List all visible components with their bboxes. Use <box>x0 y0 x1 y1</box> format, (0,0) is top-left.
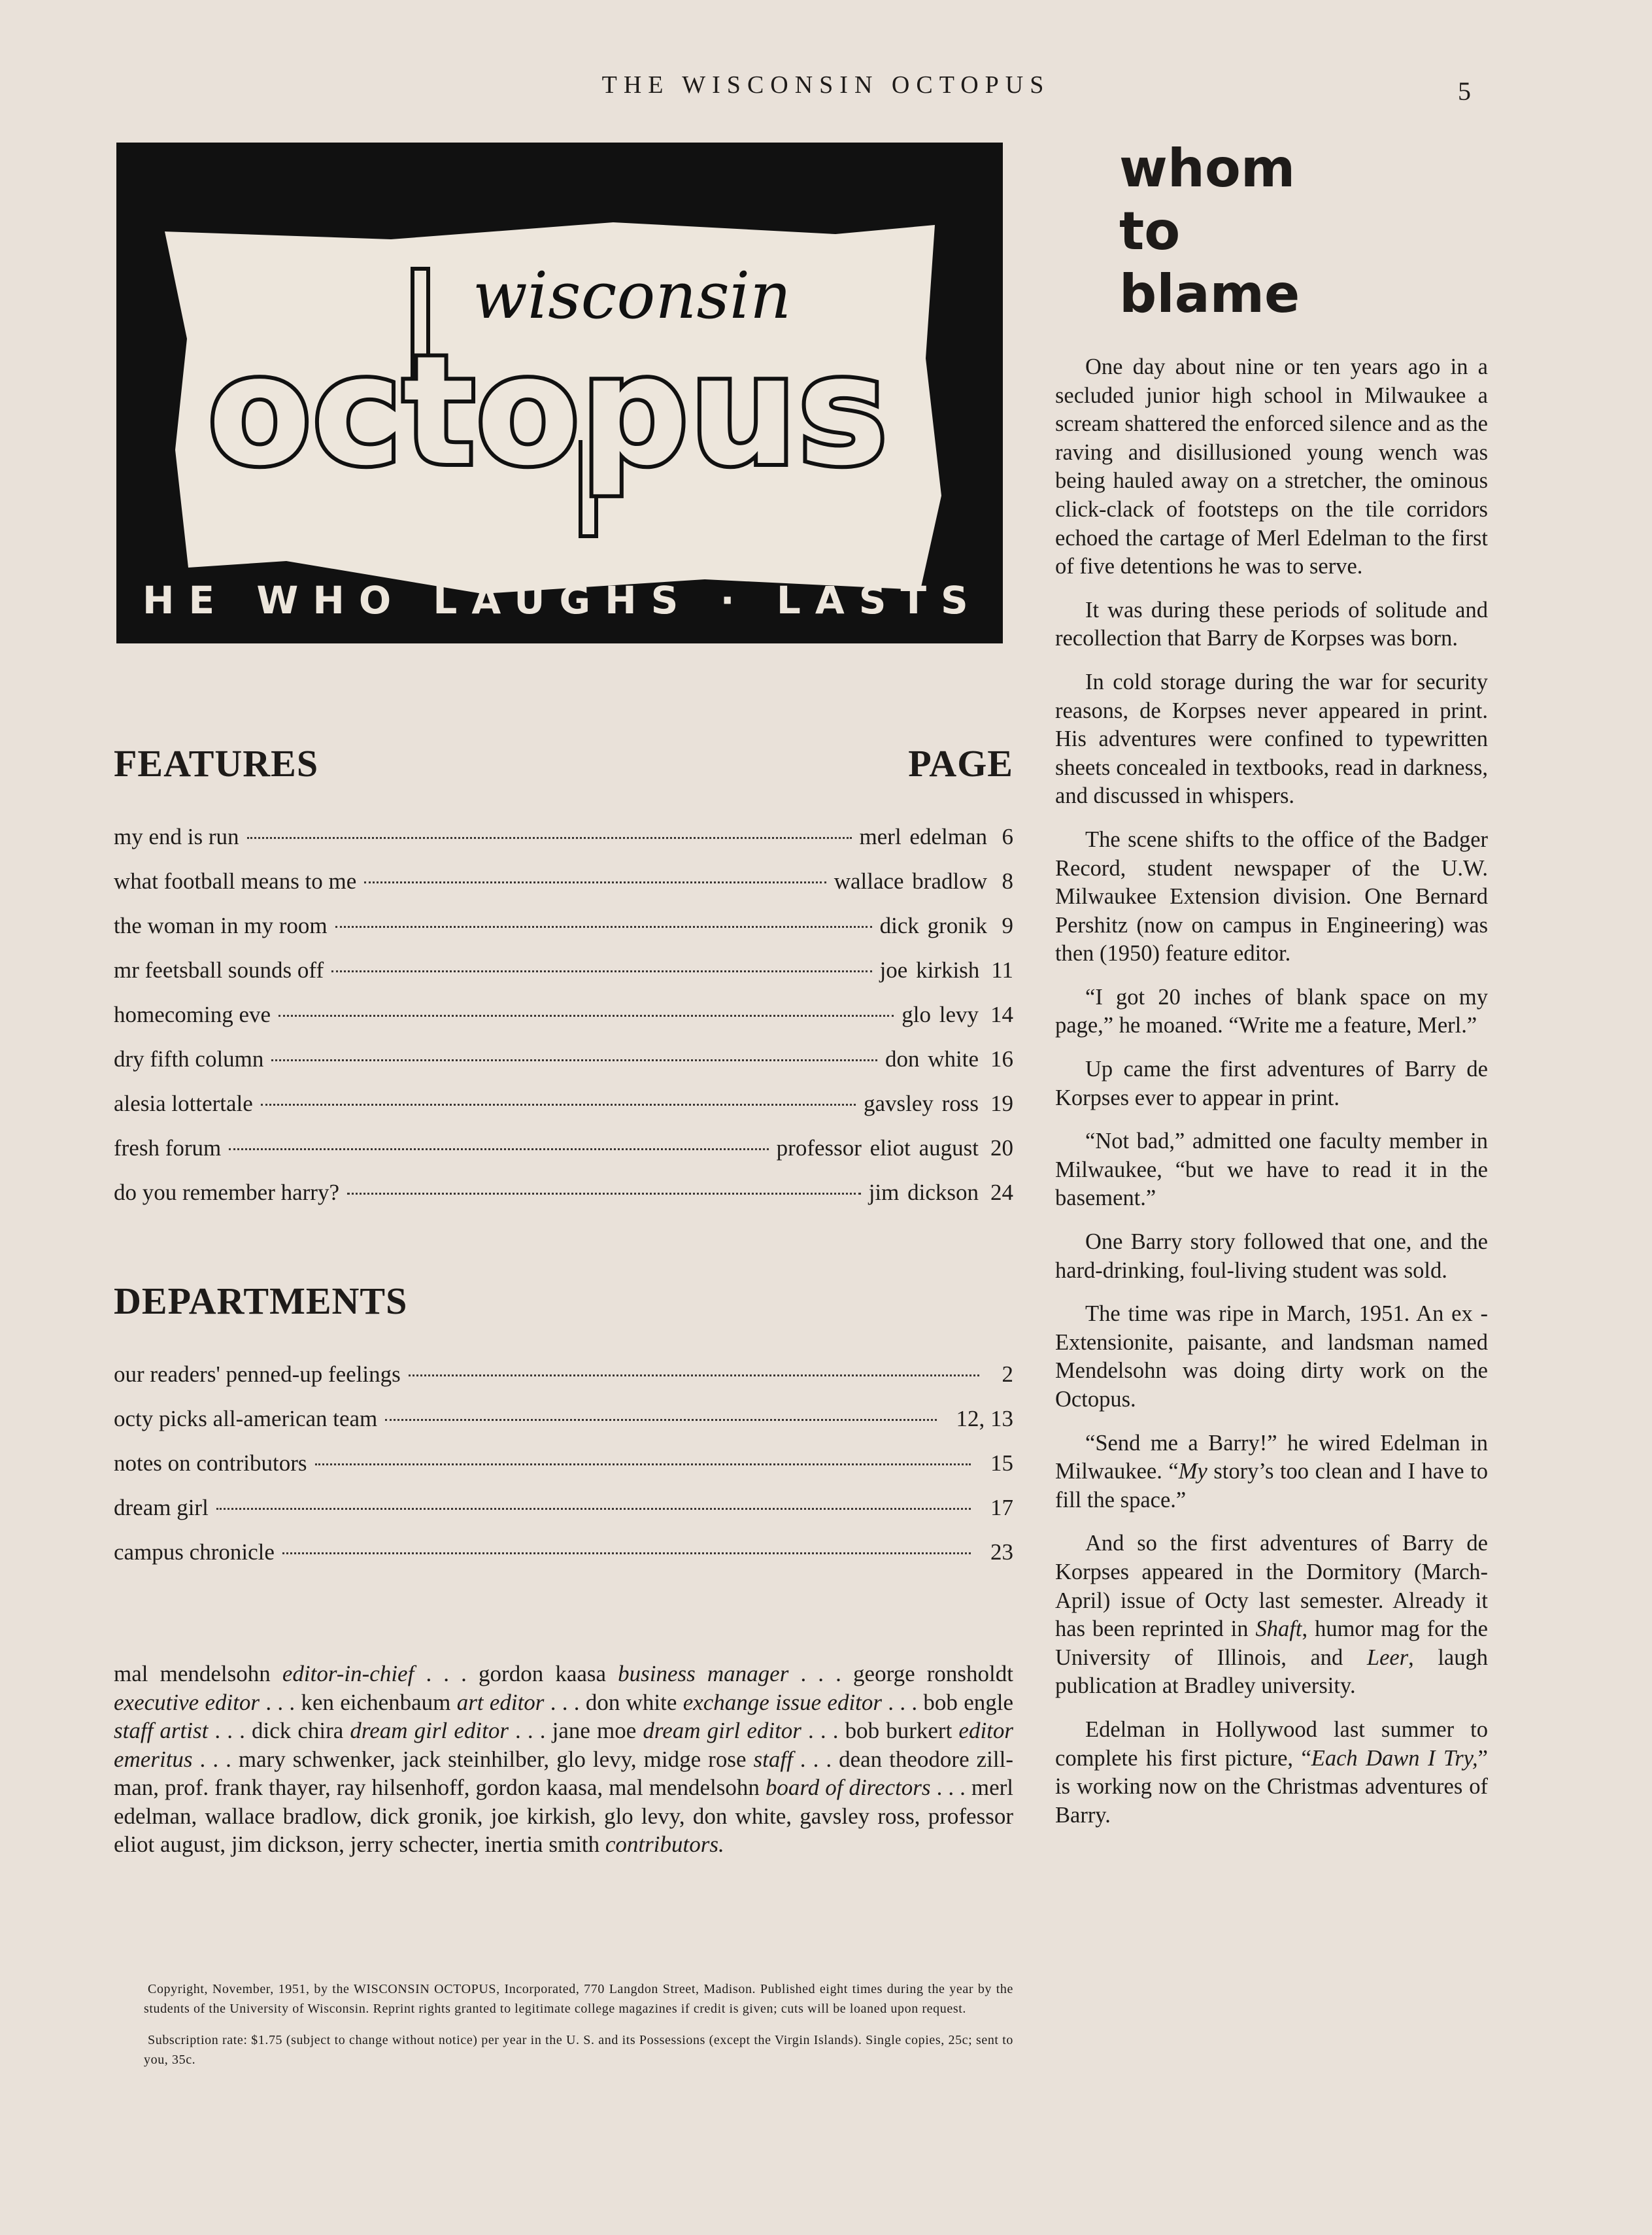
feature-author: jim dickson <box>868 1180 979 1205</box>
staff-segment: . . . bob engle <box>882 1689 1014 1715</box>
staff-role: contributors. <box>605 1832 724 1857</box>
leader-dots <box>331 970 871 972</box>
leader-dots <box>335 926 872 928</box>
departments-list <box>114 1352 1013 1575</box>
feature-title: alesia lottertale <box>114 1091 253 1116</box>
article-title-line: blame <box>1119 264 1300 324</box>
article-text: “Not bad,” admitted one faculty member in Milwaukee, “but we have to read it in the basement.” <box>1055 1129 1488 1211</box>
article-paragraph <box>1055 983 1488 1040</box>
feature-page: 14 <box>990 1002 1013 1027</box>
feature-title: my end is run <box>114 824 239 849</box>
department-title: octy picks all-american team <box>114 1406 378 1431</box>
article-text: The scene shifts to the office of the Badger Record, student newspaper of the U.W. Milwaukee Extension division. One Bernard Pershitz (now on campus in Engineering) was then (1950) feature editor. <box>1055 827 1488 966</box>
feature-entry[interactable] <box>114 904 1013 948</box>
feature-page: 8 <box>1002 868 1013 894</box>
article-paragraph <box>1055 668 1488 811</box>
copyright-paragraph: Copyright, November, 1951, by the WISCONSIN OCTOPUS, Incorporated, 770 Langdon Street, Madison. Published eight times during the year by the students of the University of Wisconsin. Reprint rights granted to legitimate college magazines if credit is given; cuts will be loaned upon request. <box>144 1982 1013 2016</box>
department-entry[interactable] <box>114 1530 1013 1575</box>
feature-author: wallace bradlow <box>834 868 987 894</box>
staff-segment: . . . bob burkert <box>801 1718 959 1743</box>
subscription-paragraph: Subscription rate: $1.75 (subject to change without notice) per year in the U. S. and its Possessions (except the Virgin Islands). Single copies, 25c; sent to you, 35c. <box>144 2033 1013 2067</box>
staff-role: editor emeritus <box>114 1718 1014 1772</box>
article-paragraph <box>1055 596 1488 653</box>
leader-dots <box>261 1104 856 1106</box>
feature-author: gavsley ross <box>863 1091 979 1116</box>
article-text: It was during these periods of solitude and recollection that Barry de Korpses was born. <box>1055 597 1488 651</box>
department-title: dream girl <box>114 1495 209 1520</box>
feature-author: joe kirkish <box>879 957 980 983</box>
feature-entry[interactable] <box>114 1126 1013 1170</box>
article-text: In cold storage during the war for security reasons, de Korpses never appeared in print. His adventures were confined to typewritten sheets concealed in textbooks, read in darkness, and discussed in whispers. <box>1055 669 1488 809</box>
article-text: “Send me a Barry!” he wired Edelman in Milwaukee. “ <box>1055 1430 1488 1484</box>
staff-segment: . . . merl edelman, wallace bradlow, dick gronik, joe kirkish, glo levy, don white, gavsley ross, professor eliot august, jim dickson, jerry schecter, inertia smith <box>114 1775 1014 1857</box>
masthead-motto: HE WHO LAUGHS · LASTS <box>143 578 983 623</box>
leader-dots <box>347 1193 861 1195</box>
department-entry[interactable] <box>114 1352 1013 1397</box>
feature-entry[interactable] <box>114 1082 1013 1126</box>
feature-page: 24 <box>990 1180 1013 1205</box>
masthead-title: octopus <box>208 324 889 499</box>
feature-page: 6 <box>1002 824 1013 849</box>
article-paragraph <box>1055 1228 1488 1285</box>
feature-author: dick gronik <box>879 913 987 938</box>
staff-segment: . . . dick chira <box>208 1718 350 1743</box>
leader-dots <box>409 1374 979 1376</box>
feature-entry[interactable] <box>114 815 1013 859</box>
department-entry[interactable] <box>114 1441 1013 1486</box>
article-text: , humor mag for the University of Illinois, and <box>1055 1616 1488 1670</box>
article-text: story’s too clean and I have to fill the space.” <box>1055 1459 1489 1512</box>
features-heading: FEATURES <box>114 742 319 785</box>
leader-dots <box>229 1148 768 1150</box>
feature-page: 19 <box>990 1091 1013 1116</box>
article-text: The time was ripe in March, 1951. An ex - Extensionite, paisante, and landsman named Mendelsohn was doing dirty work on the Octopus. <box>1055 1301 1488 1412</box>
feature-entry[interactable] <box>114 1037 1013 1082</box>
article-text: And so the first adventures of Barry de Korpses appeared in the Dormitory (March-April) issue of Octy last semester. Already it has been reprinted in <box>1055 1531 1488 1642</box>
article-emphasis: My <box>1178 1459 1207 1484</box>
article-paragraph <box>1055 1055 1488 1112</box>
leader-dots <box>364 881 826 883</box>
masthead-graphic <box>116 143 1003 643</box>
article-title-line: to <box>1119 201 1181 262</box>
article-text: Edelman in Hollywood last summer to complete his first picture, “ <box>1055 1716 1488 1771</box>
masthead-logo <box>116 143 1003 643</box>
article-title-line: whom <box>1119 138 1296 199</box>
staff-role: staff <box>753 1746 793 1772</box>
department-page: 12, 13 <box>956 1406 1013 1431</box>
feature-entry[interactable] <box>114 993 1013 1037</box>
staff-segment: . . . gordon kaasa <box>414 1661 618 1686</box>
staff-role: dream girl editor <box>643 1718 801 1743</box>
staff-segment: . . . jane moe <box>508 1718 643 1743</box>
article-paragraph <box>1055 1127 1488 1213</box>
staff-role: editor-in-chief <box>282 1661 414 1686</box>
department-title: campus chronicle <box>114 1539 275 1565</box>
department-entry[interactable] <box>114 1397 1013 1441</box>
article-title <box>1119 137 1300 326</box>
staff-segment: . . . george ronsholdt <box>788 1661 1013 1686</box>
feature-author: professor eliot august <box>776 1135 979 1161</box>
department-entry[interactable] <box>114 1486 1013 1530</box>
departments-heading: DEPARTMENTS <box>114 1280 408 1322</box>
feature-page: 20 <box>990 1135 1013 1161</box>
article-paragraph <box>1055 1529 1488 1701</box>
article-paragraph <box>1055 1429 1488 1515</box>
department-page: 2 <box>1002 1361 1013 1387</box>
staff-segment: . . . don white <box>544 1689 683 1715</box>
staff-role: dream girl editor <box>350 1718 509 1743</box>
leader-dots <box>271 1059 877 1061</box>
leader-dots <box>315 1463 971 1465</box>
feature-author: don white <box>885 1046 979 1072</box>
staff-role: board of directors <box>765 1775 931 1800</box>
copyright-notice <box>144 1979 1013 2081</box>
page-number: 5 <box>1458 77 1471 106</box>
features-list <box>114 815 1013 1215</box>
department-title: our readers' penned-up feelings <box>114 1361 401 1387</box>
staff-segment: . . . ken eichenbaum <box>260 1689 457 1715</box>
article-paragraph <box>1055 353 1488 581</box>
staff-segment: . . . mary schwenker, jack steinhilber, glo levy, midge rose <box>192 1746 754 1772</box>
article-body <box>1055 353 1488 1845</box>
article-text: “I got 20 inches of blank space on my page,” he moaned. “Write me a feature, Merl.” <box>1055 984 1488 1038</box>
staff-role: business manager <box>618 1661 789 1686</box>
article-emphasis: Each Dawn I Try, <box>1311 1745 1478 1771</box>
feature-title: fresh forum <box>114 1135 222 1161</box>
feature-title: homecoming eve <box>114 1002 271 1027</box>
leader-dots <box>247 837 852 839</box>
article-text: , laugh publication at Bradley university. <box>1055 1645 1488 1699</box>
page-column-heading: PAGE <box>908 742 1013 785</box>
leader-dots <box>216 1508 971 1510</box>
article-text: One day about nine or ten years ago in a secluded junior high school in Milwaukee a scream shattered the enforced silence and as the raving and disillusioned young wench was being hauled away on a stretcher, the ominous click-clack of footsteps on the tile corridors echoed the cartage of Merl Edelman to the first of five detentions he was to serve. <box>1055 354 1488 579</box>
feature-title: what football means to me <box>114 868 357 894</box>
staff-role: exchange issue editor <box>683 1689 883 1715</box>
department-title: notes on contributors <box>114 1450 307 1476</box>
leader-dots <box>282 1552 971 1554</box>
article-text: Up came the first adventures of Barry de Korpses ever to appear in print. <box>1055 1057 1488 1110</box>
staff-credits <box>114 1660 1013 1859</box>
staff-role: art editor <box>456 1689 545 1715</box>
feature-title: do you remember harry? <box>114 1180 339 1205</box>
feature-page: 16 <box>990 1046 1013 1072</box>
article-text: ” is working now on the Christmas adventures of Barry. <box>1055 1745 1488 1828</box>
running-title: THE WISCONSIN OCTOPUS <box>601 71 1051 99</box>
staff-segment: mal mendelsohn <box>114 1661 282 1686</box>
feature-page: 9 <box>1002 913 1013 938</box>
article-paragraph <box>1055 826 1488 968</box>
feature-title: the woman in my room <box>114 913 328 938</box>
department-page: 23 <box>990 1539 1013 1565</box>
feature-entry[interactable] <box>114 948 1013 993</box>
staff-role: staff artist <box>114 1718 209 1743</box>
leader-dots <box>278 1015 894 1017</box>
feature-author: merl edelman <box>859 824 987 849</box>
leader-dots <box>385 1419 936 1421</box>
masthead-script-word: wisconsin <box>473 259 792 333</box>
feature-title: dry fifth column <box>114 1046 264 1072</box>
staff-role: executive editor <box>114 1689 260 1715</box>
feature-entry[interactable] <box>114 1170 1013 1215</box>
feature-entry[interactable] <box>114 859 1013 904</box>
feature-author: glo levy <box>902 1002 979 1027</box>
feature-page: 11 <box>991 957 1013 983</box>
article-text: One Barry story followed that one, and the hard-drinking, foul-living student was sold. <box>1055 1229 1488 1283</box>
staff-segment: . . . dean theodore zillman, prof. frank thayer, ray hilsenhoff, gordon kaasa, mal mendelsohn <box>114 1746 1013 1800</box>
department-page: 17 <box>990 1495 1013 1520</box>
article-paragraph <box>1055 1716 1488 1830</box>
department-page: 15 <box>990 1450 1013 1476</box>
article-emphasis: Leer <box>1366 1645 1409 1670</box>
article-paragraph <box>1055 1300 1488 1414</box>
feature-title: mr feetsball sounds off <box>114 957 324 983</box>
article-emphasis: Shaft <box>1255 1616 1302 1642</box>
